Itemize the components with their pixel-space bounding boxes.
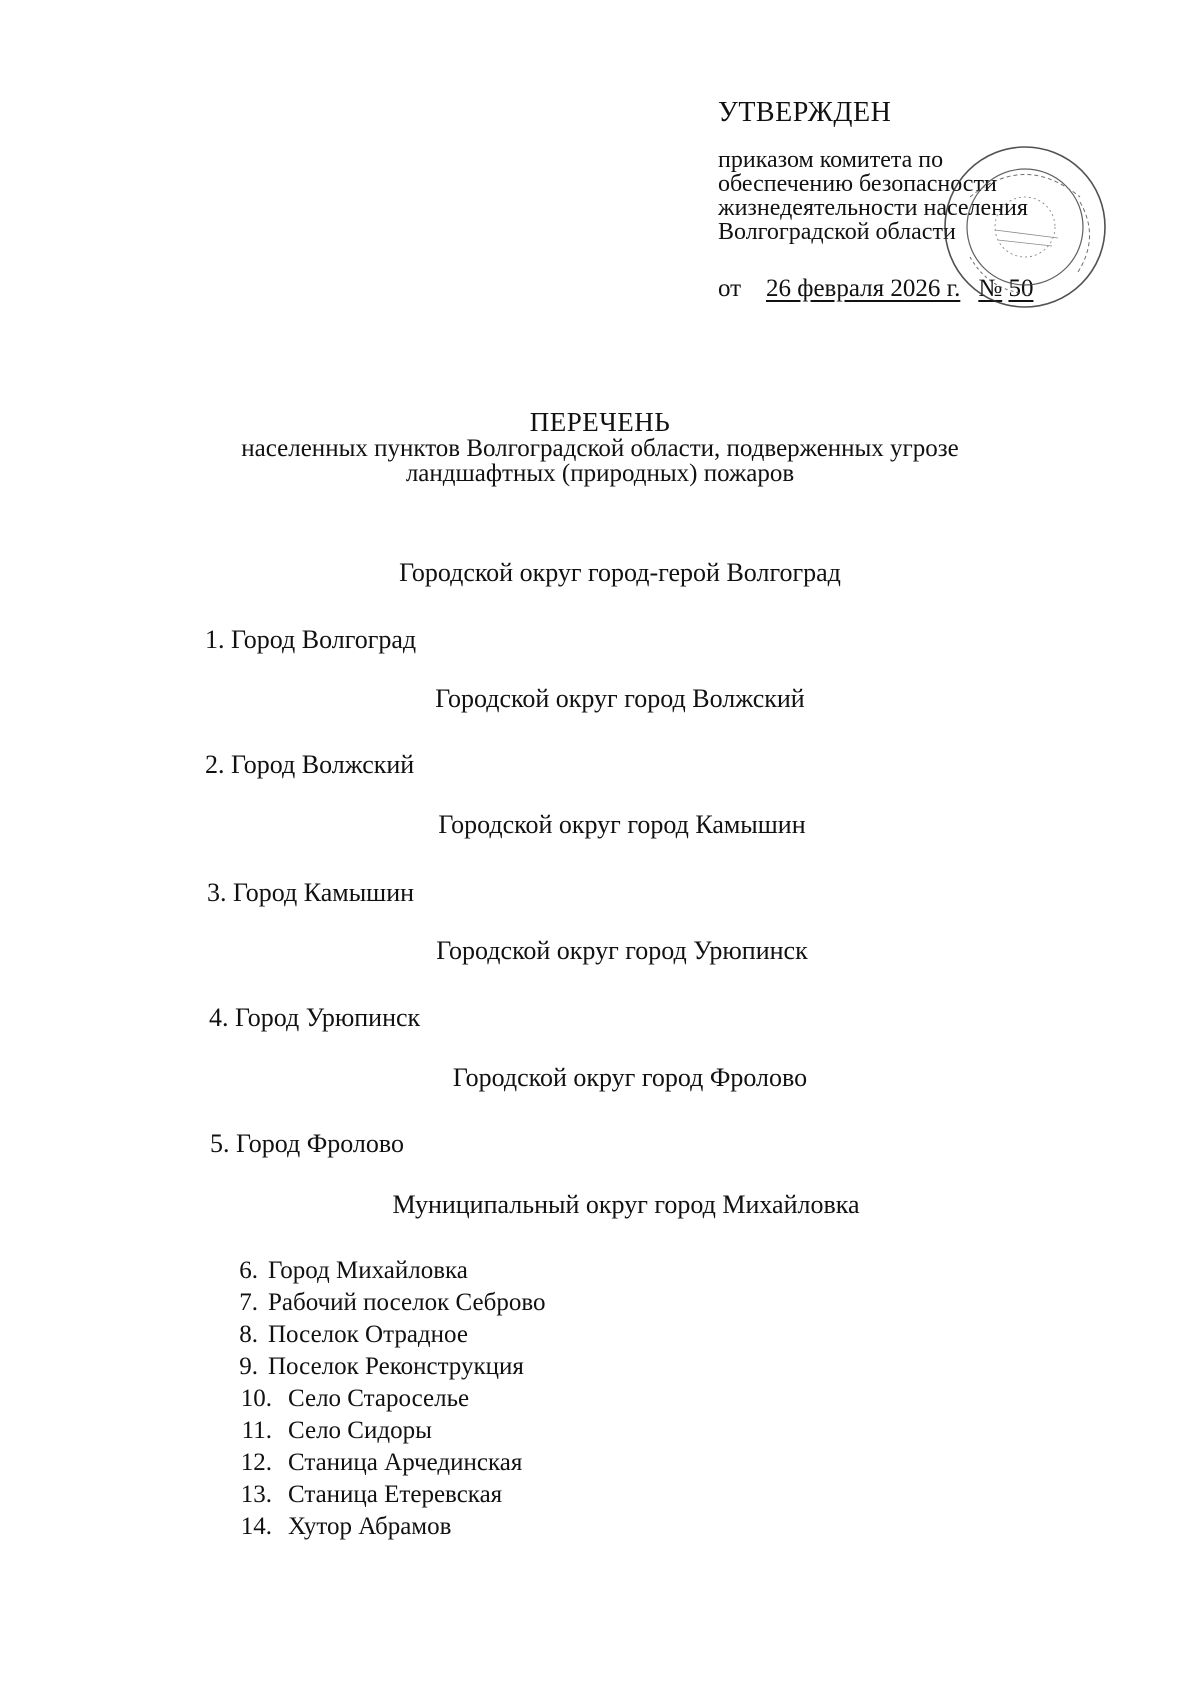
item-number: 7. (239, 1289, 258, 1316)
item-number: 11. (241, 1417, 272, 1444)
item-text: Станица Арчединская (288, 1449, 523, 1476)
list-item (220, 1479, 545, 1511)
approval-title: УТВЕРЖДЕН (718, 97, 892, 128)
list-item (209, 1003, 420, 1033)
item-text: Город Волжский (231, 750, 415, 779)
section-heading: Городской округ город Урюпинск (436, 936, 808, 965)
item-text: Село Сидоры (288, 1417, 432, 1444)
list-item (220, 1511, 545, 1543)
list-item (220, 1351, 545, 1383)
list-item (220, 1383, 545, 1415)
document-title (0, 408, 1200, 486)
item-text: Город Михайловка (268, 1257, 468, 1284)
list-item (220, 1287, 545, 1319)
item-text: Город Фролово (236, 1129, 404, 1158)
section-heading: Городской округ город Камышин (438, 810, 806, 839)
item-number: 1. (205, 625, 225, 654)
item-number: 10. (240, 1385, 272, 1412)
section-heading: Городской округ город Волжский (435, 684, 805, 713)
item-number: 4. (209, 1003, 229, 1032)
approval-by-line: обеспечению безопасности (718, 171, 997, 197)
item-text: Город Волгоград (231, 625, 417, 654)
list-item (220, 1255, 545, 1287)
item-text: Село Староселье (288, 1385, 470, 1412)
approval-date: 26 февраля 2026 г. (766, 275, 961, 302)
section-heading: Городской округ город-герой Волгоград (399, 558, 841, 587)
item-number: 12. (240, 1449, 272, 1476)
from-label: от (718, 275, 742, 302)
item-number: 2. (205, 750, 225, 779)
item-text: Город Урюпинск (235, 1003, 421, 1032)
item-number: 8. (239, 1321, 258, 1348)
approval-number: 50 (1008, 275, 1034, 302)
approval-by-line: приказом комитета по (718, 147, 944, 173)
approval-by-line: жизнедеятельности населения (718, 195, 1028, 221)
item-text: Рабочий поселок Себрово (268, 1289, 546, 1316)
item-number: 9. (239, 1353, 258, 1380)
approval-by-line: Волгоградской области (718, 219, 956, 245)
section-heading: Муниципальный округ город Михайловка (392, 1190, 860, 1219)
list-item (205, 750, 414, 780)
title-line: ландшафтных (природных) пожаров (405, 460, 795, 487)
number-label: № (978, 275, 1003, 302)
item-text: Город Камышин (233, 878, 415, 907)
item-text: Хутор Абрамов (288, 1513, 452, 1540)
seal-stamp-icon (940, 142, 1110, 312)
list-item (207, 878, 414, 908)
list-item (205, 625, 416, 655)
item-text: Поселок Отрадное (268, 1321, 468, 1348)
item-number: 6. (239, 1257, 258, 1284)
list-item (220, 1319, 545, 1351)
section-heading: Городской округ город Фролово (452, 1063, 808, 1092)
item-number: 3. (207, 878, 227, 907)
list-item (220, 1415, 545, 1447)
list-item (220, 1447, 545, 1479)
title-line: ПЕРЕЧЕНЬ (529, 407, 671, 437)
title-line: населенных пунктов Волгоградской области, подверженных угрозе (241, 435, 959, 462)
item-text: Станица Етеревская (288, 1481, 503, 1508)
item-list (220, 1255, 545, 1543)
item-number: 13. (240, 1481, 272, 1508)
list-item (210, 1129, 404, 1159)
item-number: 14. (240, 1513, 272, 1540)
item-number: 5. (210, 1129, 230, 1158)
item-text: Поселок Реконструкция (268, 1353, 524, 1380)
